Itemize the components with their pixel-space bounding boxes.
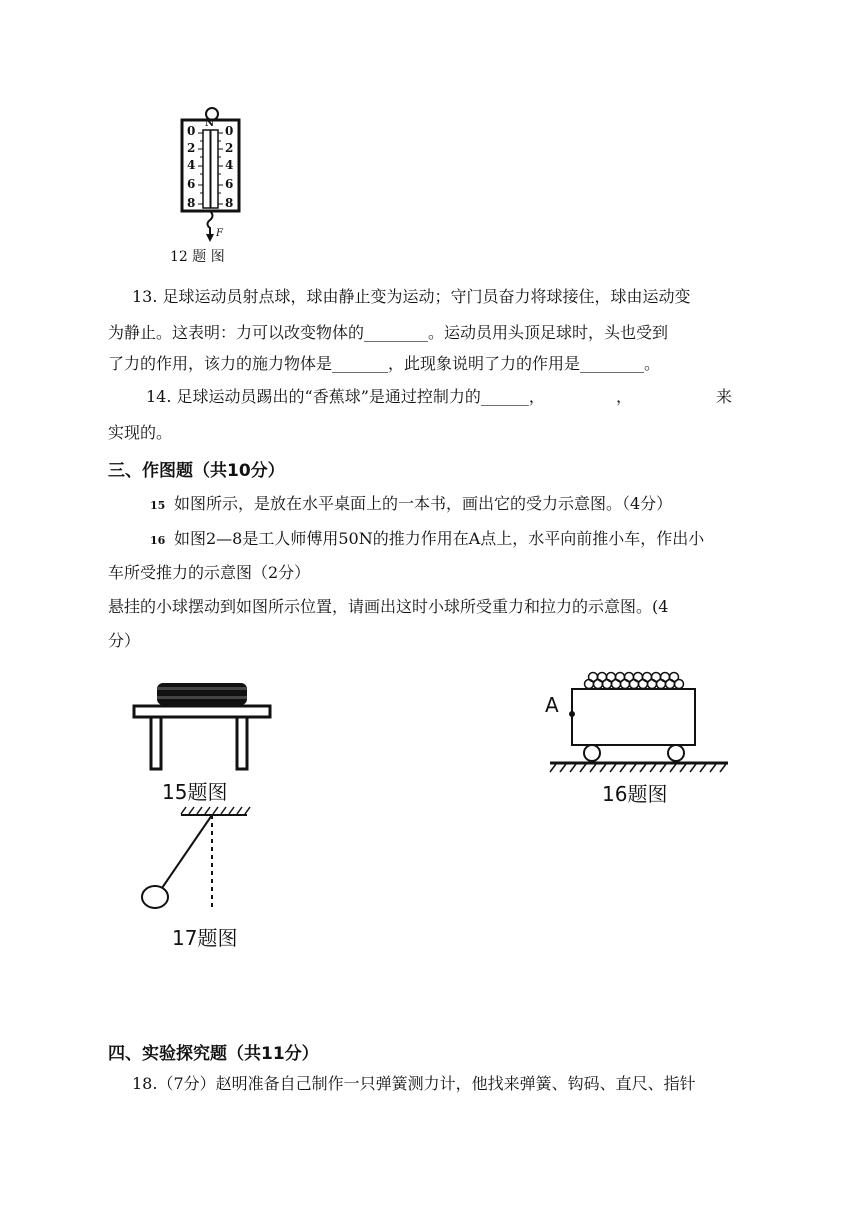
q14-line-1a: 14. 足球运动员踢出的“香蕉球”是通过控制力的______， (146, 387, 545, 406)
figure-17-caption: 17题图 (172, 926, 238, 950)
q17-text: 悬挂的小球摆动到如图所示位置，请画出这时小球所受重力和拉力的示意图。(4 (108, 597, 669, 616)
scale-tick-label: 4 (187, 158, 196, 172)
q14-line-1b: ， (616, 387, 633, 406)
force-label: F (216, 228, 223, 239)
scale-tick-label: 6 (187, 177, 196, 191)
q13-line-1: 13. 足球运动员射点球，球由静止变为运动；守门员奋力将球接住，球由运动变 (132, 287, 691, 306)
q15-number: 15 (150, 499, 166, 512)
q14-line-2: 实现的。 (108, 423, 173, 442)
scale-tick-label: 8 (187, 196, 196, 210)
section-3-heading: 三、作图题（共10分） (108, 461, 285, 481)
scale-top-letter: N (205, 118, 215, 129)
scale-tick-label: 0 (225, 124, 234, 138)
figure-16-caption: 16题图 (602, 782, 668, 806)
scale-tick-label: 6 (225, 177, 234, 191)
scale-tick-label: 2 (225, 141, 234, 155)
scale-tick-label: 4 (225, 158, 234, 172)
q16-text-2: 车所受推力的示意图（2分） (108, 563, 311, 582)
q16-text: 如图2—8是工人师傅用50N的推力作用在A点上，水平向前推小车，作出小 (174, 529, 705, 548)
scale-tick-label: 0 (187, 124, 196, 138)
figure-12-caption: 12 题 图 (170, 249, 225, 265)
q16-number: 16 (150, 534, 166, 547)
q14-line-1c: 来 (716, 387, 733, 406)
q13-line-3: 了力的作用，该力的施力物体是_______，此现象说明了力的作用是________。 (108, 354, 661, 373)
scale-tick-label: 2 (187, 141, 196, 155)
scale-tick-label: 8 (225, 196, 234, 210)
q17-text-2: 分） (108, 631, 141, 650)
figure-15-caption: 15题图 (162, 780, 228, 804)
point-a-label: A (545, 693, 559, 717)
q15-text: 如图所示，是放在水平桌面上的一本书，画出它的受力示意图。（4分） (174, 494, 673, 513)
section-4-heading: 四、实验探究题（共11分） (108, 1044, 319, 1064)
q18-line-1: 18.（7分）赵明准备自己制作一只弹簧测力计，他找来弹簧、钩码、直尺、指针 (132, 1074, 696, 1093)
q13-line-2: 为静止。这表明：力可以改变物体的________。运动员用头顶足球时，头也受到 (108, 323, 669, 342)
